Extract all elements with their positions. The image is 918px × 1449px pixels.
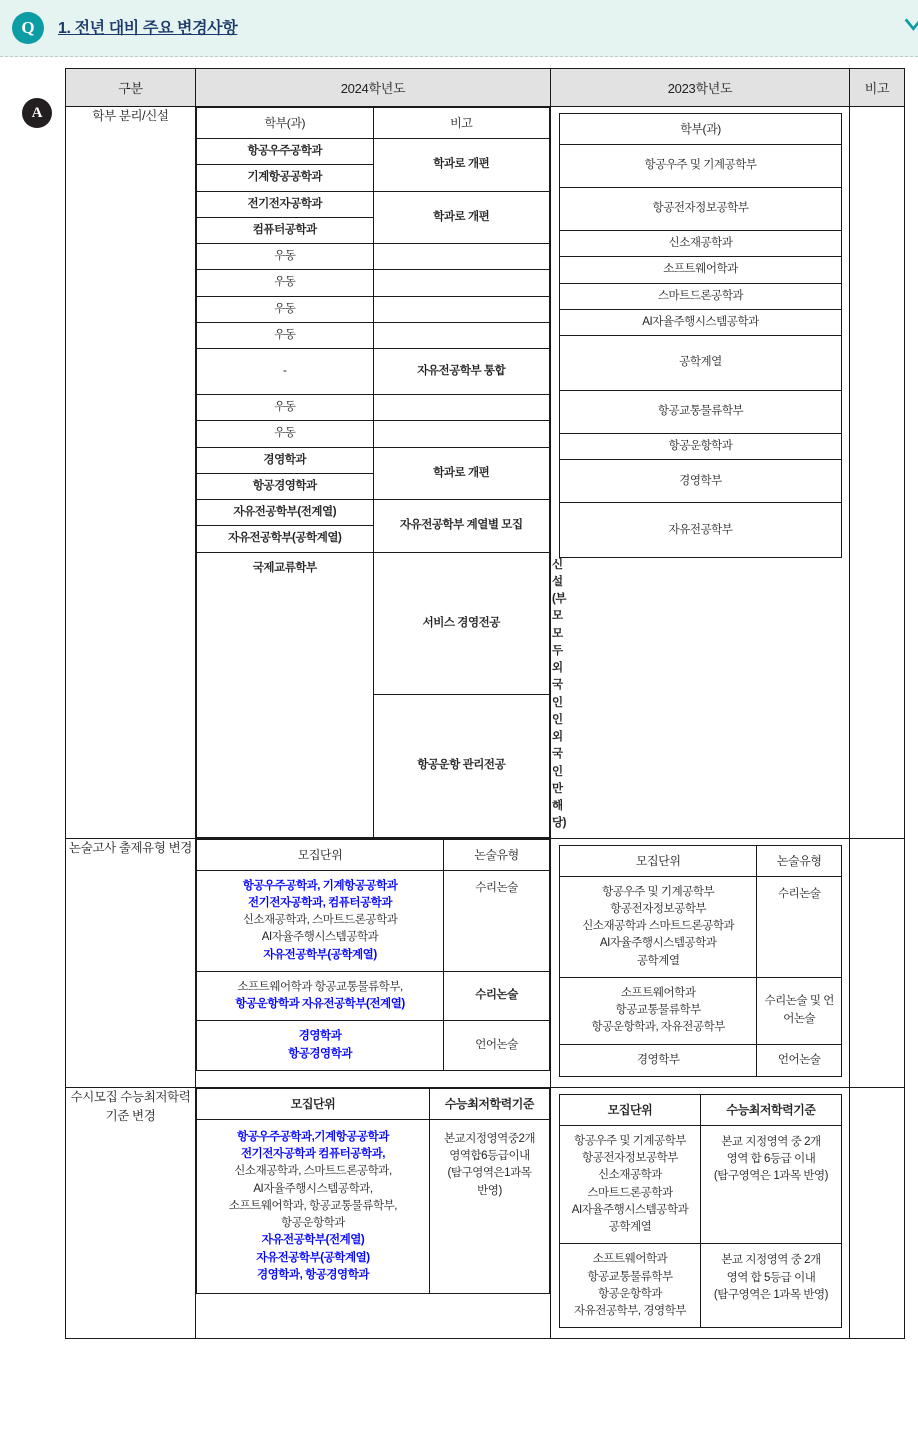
dept-cell: 스마트드론공학과 — [560, 283, 842, 309]
remark-cell: 학과로 개편 — [373, 191, 550, 244]
table-row — [197, 839, 550, 870]
dept-cell: 항공우주 및 기계공학부 — [560, 145, 842, 188]
table-row — [560, 845, 842, 876]
unit-line: 공학계열 — [636, 954, 680, 967]
remark-cell — [373, 322, 550, 348]
table-row — [197, 500, 550, 526]
unit-line: AI자율주행시스템공학과 — [261, 931, 379, 944]
unit-line: 신소재공학과, 스마트드론공학과 — [242, 914, 398, 926]
table-row — [197, 1119, 550, 1293]
comparison-table — [65, 68, 905, 1339]
section-3-year-2024 — [196, 1087, 551, 1339]
criteria-line: (탐구영역은 1과목 반영) — [713, 1288, 829, 1301]
column-header-category: 구분 — [66, 69, 196, 107]
unit-cell — [560, 977, 757, 1044]
unit-line: 항공전자정보공학부 — [610, 902, 707, 915]
remark-cell — [373, 421, 550, 447]
unit-cell — [197, 1021, 444, 1071]
unit-line: 소프트웨어학과 항공교통물류학부, — [237, 980, 403, 993]
unit-cell — [197, 870, 444, 971]
essay-type-cell: 수리논술 — [757, 876, 842, 977]
unit-line: AI자율주행시스템공학과 — [571, 1203, 689, 1216]
inner-header-type: 논술유형 — [444, 839, 550, 870]
inner-header-unit: 모집단위 — [197, 1088, 430, 1119]
remark-cell — [373, 296, 550, 322]
unit-line: 공학계열 — [608, 1221, 652, 1233]
criteria-line: 본교지정영역중2개 — [443, 1132, 536, 1145]
table-row — [66, 107, 905, 839]
essay-table-2023 — [559, 845, 842, 1077]
section-category-2-label: 논술고사 출제유형 변경 — [69, 840, 192, 855]
section-2-year-2023 — [551, 838, 850, 1087]
remark-cell: 자유전공학부 계열별 모집 — [373, 500, 550, 553]
dept-cell: 자유전공학부(공학계열) — [197, 526, 374, 552]
criteria-line: 본교 지정영역 중 2개 — [721, 1135, 821, 1148]
dept-cell: 우동 — [197, 270, 374, 296]
chevron-down-icon[interactable] — [904, 16, 918, 33]
dept-table-2023 — [559, 113, 842, 558]
unit-line: 항공전자정보공학부 — [582, 1152, 678, 1164]
unit-line: 소프트웨어학과, 항공교통물류학부, — [228, 1199, 398, 1212]
table-header-row — [66, 69, 905, 107]
table-row — [197, 349, 550, 395]
criteria-cell — [701, 1244, 842, 1328]
criteria-line: 영역 합 6등급 이내 — [726, 1153, 816, 1165]
dept-cell: 항공전자정보공학부 — [560, 188, 842, 231]
inner-header-criteria: 수능최저학력기준 — [701, 1094, 842, 1125]
section-2-year-2024 — [196, 838, 551, 1087]
section-3-year-2023 — [551, 1087, 850, 1339]
unit-cell — [560, 876, 757, 977]
criteria-cell — [701, 1125, 842, 1244]
table-row — [197, 395, 550, 421]
table-row — [560, 1244, 842, 1328]
criteria-line: 영역 합 5등급 이내 — [726, 1271, 816, 1284]
dept-cell: 우동 — [197, 244, 374, 270]
table-row — [560, 503, 842, 558]
table-row — [560, 391, 842, 434]
criteria-cell — [429, 1119, 549, 1293]
unit-line: 전기전자공학과, 컴퓨터공학과 — [248, 896, 393, 909]
dept-table-2024 — [196, 107, 550, 838]
unit-line: AI자율주행시스템공학과 — [599, 937, 717, 950]
section-category-1: 학부 분리/신설 — [66, 107, 196, 839]
table-row — [560, 336, 842, 391]
dept-cell: 항공교통물류학부 — [560, 391, 842, 434]
unit-line: 항공운항학과, 자유전공학부 — [591, 1021, 725, 1034]
dept-cell: 신소재공학과 — [560, 231, 842, 257]
unit-line: 스마트드론공학과 — [587, 1186, 673, 1199]
table-row — [197, 191, 550, 217]
inner-header-type: 논술유형 — [757, 845, 842, 876]
essay-type-cell: 수리논술 — [444, 870, 550, 971]
unit-line: 자유전공학부, 경영학부 — [573, 1305, 687, 1317]
unit-line: 항공우주 및 기계공학부 — [602, 885, 715, 898]
dept-cell-international: 국제교류학부 — [197, 552, 374, 837]
unit-line: 자유전공학부(공학계열) — [263, 948, 377, 961]
dept-cell: 우동 — [197, 296, 374, 322]
table-row — [197, 108, 550, 139]
inner-header-unit: 모집단위 — [197, 839, 444, 870]
table-row — [560, 188, 842, 231]
unit-line: 항공경영학과 — [288, 1047, 353, 1060]
unit-line: AI자율주행시스템공학과, — [253, 1182, 373, 1195]
section-1-note — [850, 107, 905, 839]
criteria-line: 본교 지정영역 중 2개 — [721, 1254, 821, 1267]
remark-cell — [373, 244, 550, 270]
section-category-2 — [66, 838, 196, 1087]
dept-cell: AI자율주행시스템공학과 — [560, 309, 842, 335]
criteria-line: (탐구영역은 1과목 반영) — [713, 1170, 829, 1183]
dept-cell: 소프트웨어학과 — [560, 257, 842, 283]
section-2-note — [850, 838, 905, 1087]
unit-line: 소프트웨어학과 — [620, 986, 696, 999]
criteria-line: (탐구영역은1과목 — [447, 1167, 532, 1180]
section-1-year-2024 — [196, 107, 551, 839]
unit-line: 항공교통물류학부 — [587, 1270, 673, 1283]
table-row — [197, 1021, 550, 1071]
table-row — [66, 1087, 905, 1339]
unit-cell — [560, 1125, 701, 1244]
column-header-note: 비고 — [850, 69, 905, 107]
remark-cell — [373, 395, 550, 421]
table-row — [197, 296, 550, 322]
unit-line: 경영학과, 항공경영학과 — [256, 1268, 370, 1281]
column-header-2024: 2024학년도 — [196, 69, 551, 107]
unit-line: 경영학과 — [298, 1030, 342, 1043]
table-row — [560, 231, 842, 257]
unit-line: 소프트웨어학과 — [592, 1253, 668, 1266]
csat-table-2024 — [196, 1088, 550, 1294]
unit-line: 신소재공학과, 스마트드론공학과, — [234, 1165, 392, 1178]
dept-cell: 기계항공공학과 — [197, 165, 374, 191]
major-cell: 서비스 경영전공 — [373, 552, 550, 695]
unit-line: 자유전공학부(공학계열) — [256, 1251, 370, 1264]
table-row — [560, 257, 842, 283]
essay-type-cell: 수리논술 — [444, 971, 550, 1021]
unit-line: 항공운항학과 — [281, 1217, 345, 1229]
dept-cell: 컴퓨터공학과 — [197, 217, 374, 243]
unit-line: 항공운항학과 자유전공학부(전계열) — [235, 998, 405, 1010]
table-row — [560, 876, 842, 977]
dept-cell: 항공경영학과 — [197, 473, 374, 499]
unit-line: 경영학부 — [636, 1053, 680, 1066]
unit-line: 신소재공학과 스마트드론공학과 — [582, 920, 735, 932]
table-row-international — [197, 552, 550, 695]
table-row — [197, 971, 550, 1021]
unit-line: 항공우주공학과, 기계항공공학과 — [242, 879, 398, 892]
table-row — [197, 870, 550, 971]
dept-cell: 공학계열 — [560, 336, 842, 391]
table-row — [560, 283, 842, 309]
remark-cell: 학과로 개편 — [373, 447, 550, 500]
dept-cell: 항공우주공학과 — [197, 139, 374, 165]
table-row — [560, 1125, 842, 1244]
table-row — [560, 977, 842, 1044]
remark-cell: 학과로 개편 — [373, 139, 550, 192]
unit-cell — [197, 971, 444, 1021]
page-title[interactable]: 1. 전년 대비 주요 변경사항 — [58, 20, 238, 37]
table-row — [197, 421, 550, 447]
dept-cell: 우동 — [197, 395, 374, 421]
unit-line: 항공우주 및 기계공학부 — [573, 1134, 687, 1147]
table-row — [197, 139, 550, 165]
question-badge: Q — [12, 12, 44, 44]
table-row — [197, 244, 550, 270]
table-row — [560, 460, 842, 503]
unit-cell — [560, 1044, 757, 1076]
table-row — [197, 447, 550, 473]
table-row — [66, 838, 905, 1087]
unit-line: 항공운항학과 — [598, 1287, 662, 1300]
inner-header-unit: 모집단위 — [560, 1094, 701, 1125]
dept-cell: 우동 — [197, 421, 374, 447]
unit-line: 항공교통물류학부 — [615, 1004, 701, 1016]
csat-table-2023 — [559, 1094, 842, 1329]
answer-badge: A — [22, 98, 52, 128]
inner-header-dept: 학부(과) — [197, 108, 374, 139]
table-row — [197, 1088, 550, 1119]
inner-header-unit: 모집단위 — [560, 845, 757, 876]
table-row — [197, 270, 550, 296]
dept-cell: 경영학부 — [560, 460, 842, 503]
inner-header-criteria: 수능최저학력기준 — [429, 1088, 549, 1119]
essay-table-2024 — [196, 839, 550, 1071]
dept-cell: 자유전공학부(전계열) — [197, 500, 374, 526]
table-row — [197, 322, 550, 348]
section-1-year-2023 — [551, 107, 850, 839]
table-row — [560, 309, 842, 335]
section-3-note — [850, 1087, 905, 1339]
dept-cell: 우동 — [197, 322, 374, 348]
question-header-bar[interactable] — [0, 0, 918, 57]
remark-cell: 자유전공학부 통합 — [373, 349, 550, 395]
essay-type-cell: 언어논술 — [757, 1044, 842, 1076]
unit-line: 자유전공학부(전계열) — [261, 1234, 365, 1247]
inner-header-dept: 학부(과) — [560, 114, 842, 145]
unit-line: 항공우주공학과,기계항공공학과 — [236, 1130, 389, 1143]
table-row — [560, 114, 842, 145]
criteria-line: 반영) — [477, 1184, 502, 1197]
essay-type-cell: 언어논술 — [444, 1021, 550, 1071]
unit-cell — [560, 1244, 701, 1328]
essay-type-cell: 수리논술 및 언어논술 — [757, 977, 842, 1044]
major-cell: 항공운항 관리전공 — [373, 695, 550, 838]
section-category-3-label: 수시모집 수능최저학력 기준 변경 — [70, 1089, 191, 1124]
dept-cell: 항공운항학과 — [560, 434, 842, 460]
table-row — [560, 1044, 842, 1076]
dept-cell: 전기전자공학과 — [197, 191, 374, 217]
column-header-2023: 2023학년도 — [551, 69, 850, 107]
unit-cell — [197, 1119, 430, 1293]
dept-cell: 자유전공학부 — [560, 503, 842, 558]
table-row — [560, 1094, 842, 1125]
remark-cell — [373, 270, 550, 296]
criteria-line: 영역합6등급이내 — [449, 1150, 530, 1162]
table-row — [560, 434, 842, 460]
dept-cell: - — [197, 349, 374, 395]
section-category-3 — [66, 1087, 196, 1339]
inner-header-remark: 비고 — [373, 108, 550, 139]
table-row — [560, 145, 842, 188]
unit-line: 신소재공학과 — [598, 1169, 662, 1182]
dept-cell: 경영학과 — [197, 447, 374, 473]
unit-line: 전기전자공학과 컴퓨터공학과, — [240, 1148, 386, 1160]
